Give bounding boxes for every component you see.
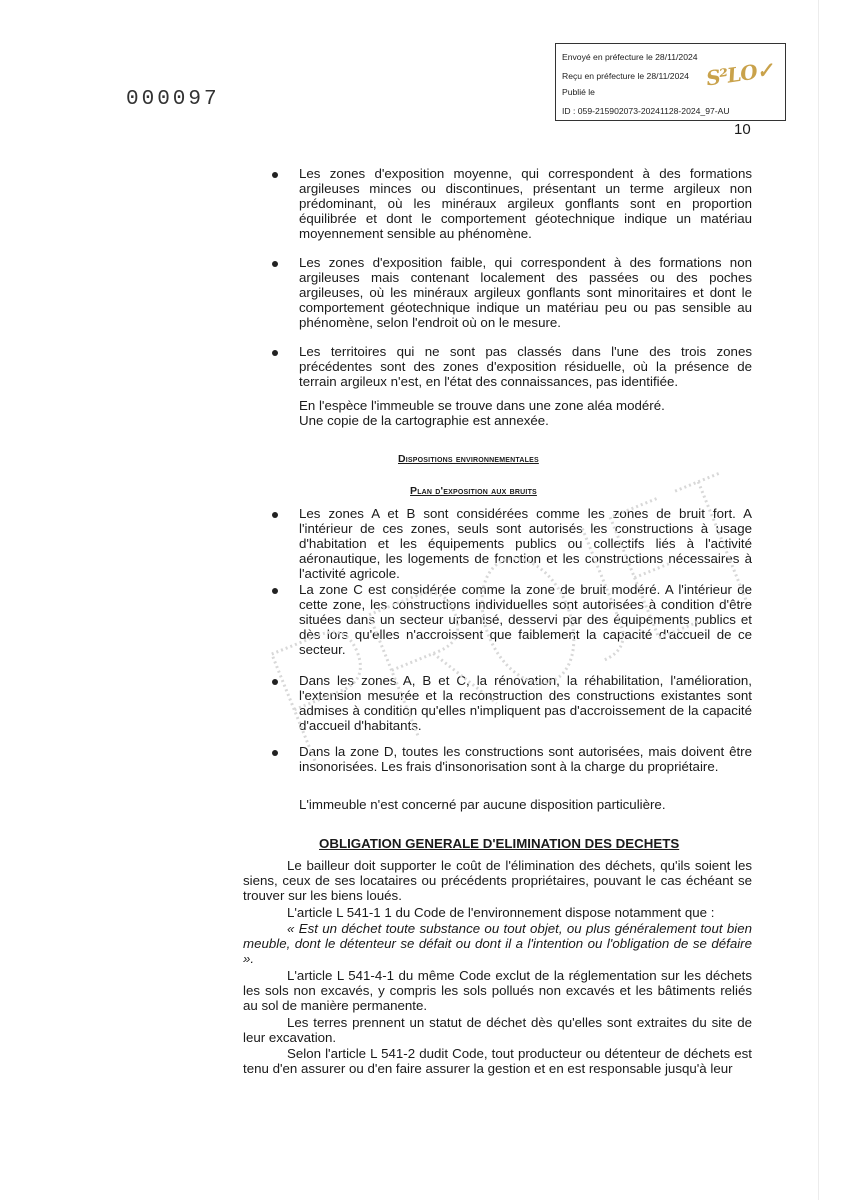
list-item: Dans les zones A, B et C, la rénovation, la réhabilitation, l'amélioration, l'extension mesurée et la reconstruction des constructions existantes sont admises à condition qu'elles n'impliquent pas d'accroissement de la capacité d'accueil d'habitants.	[299, 673, 752, 733]
bullet-dot	[272, 350, 278, 356]
heading-dispositions-environnementales: Dispositions environnementales	[398, 453, 539, 465]
document-number: 000097	[126, 88, 220, 111]
list-item: Les territoires qui ne sont pas classés dans l'une des trois zones précédentes sont des zones d'exposition résiduelle, où la présence de terrain argileux n'est, en l'état des connaissances, pas identifiée.	[299, 344, 752, 389]
dechets-quote: « Est un déchet toute substance ou tout objet, ou plus généralement tout bien meuble, dont le détenteur se défait ou dont il a l'intention ou l'obligation de se défaire ».	[243, 921, 752, 966]
list-item: Les zones d'exposition moyenne, qui correspondent à des formations argileuses minces ou discontinues, présentant un terme argileux non prédominant, où les minéraux argileux gonflants sont en proportion équilibrée et dont le comportement géotechnique indique un matériau moyennement sensible au phénomène.	[299, 166, 752, 241]
stamp-envoye: Envoyé en préfecture le 28/11/2024	[562, 52, 698, 62]
page-number: 10	[734, 121, 751, 138]
list-item: Les zones d'exposition faible, qui correspondent à des formations non argileuses mais contenant localement des passées ou des poches argileuses, où les minéraux argileux gonflants sont minoritaires et dont le comportement géotechnique indique un matériau peu ou pas sensible au phénomène, selon l'endroit où on le mesure.	[299, 255, 752, 330]
bullet-dot	[272, 750, 278, 756]
list-item: Dans la zone D, toutes les constructions sont autorisées, mais doivent être insonorisées. Les frais d'insonorisation sont à la charge du propriétaire.	[299, 744, 752, 774]
page-edge	[818, 0, 819, 1200]
stamp-recu: Reçu en préfecture le 28/11/2024	[562, 71, 689, 81]
dechets-paragraph: L'article L 541-4-1 du même Code exclut de la réglementation sur les déchets les sols non excavés, y compris les sols pollués non excavés et les bâtiments reliés au sol de manière permanente.	[243, 968, 752, 1013]
stamp-publie: Publié le	[562, 87, 595, 97]
dechets-paragraph: Le bailleur doit supporter le coût de l'élimination des déchets, qu'ils soient les siens, ceux de ses locataires ou précédents propriétaires, pouvant le cas échéant se trouver sur les biens loués.	[243, 858, 752, 903]
list-item: Les zones A et B sont considérées comme les zones de bruit fort. A l'intérieur de ces zones, seuls sont autorisés les constructions à usage d'habitation et les équipements publics ou collectifs liés à l'activité aéronautique, les logements de fonction et les constructions nécessaires à l'activité agricole.	[299, 506, 752, 581]
heading-obligation-dechets: OBLIGATION GENERALE D'ELIMINATION DES DECHETS	[319, 836, 680, 851]
espece-line: En l'espèce l'immeuble se trouve dans une zone aléa modéré.	[299, 398, 665, 413]
dechets-paragraph: Les terres prennent un statut de déchet dès qu'elles sont extraites du site de leur excavation.	[243, 1015, 752, 1045]
bullet-dot	[272, 261, 278, 267]
handwritten-signature: S²LO✓	[704, 57, 774, 91]
bullet-dot	[272, 172, 278, 178]
cartographie-line: Une copie de la cartographie est annexée.	[299, 413, 549, 428]
immeuble-line: L'immeuble n'est concerné par aucune disposition particulière.	[299, 797, 666, 812]
stamp-id: ID : 059-215902073-20241128-2024_97-AU	[562, 106, 730, 116]
prefecture-stamp	[555, 43, 786, 121]
bullet-dot	[272, 512, 278, 518]
bullet-dot	[272, 588, 278, 594]
list-item: La zone C est considérée comme la zone de bruit modéré. A l'intérieur de cette zone, les constructions individuelles sont autorisées à condition d'être situées dans un secteur urbanisé, desservi par des équipements publics et dès lors qu'elles n'accroissent que faiblement la capacité d'accueil de ce secteur.	[299, 582, 752, 657]
bullet-dot	[272, 679, 278, 685]
dechets-paragraph: Selon l'article L 541-2 dudit Code, tout producteur ou détenteur de déchets est tenu d'en assurer ou d'en faire assurer la gestion et en est responsable jusqu'à leur	[243, 1046, 752, 1076]
dechets-paragraph: L'article L 541-1 1 du Code de l'environnement dispose notamment que :	[287, 905, 715, 920]
heading-plan-exposition-bruits: Plan d'exposition aux bruits	[410, 485, 537, 497]
